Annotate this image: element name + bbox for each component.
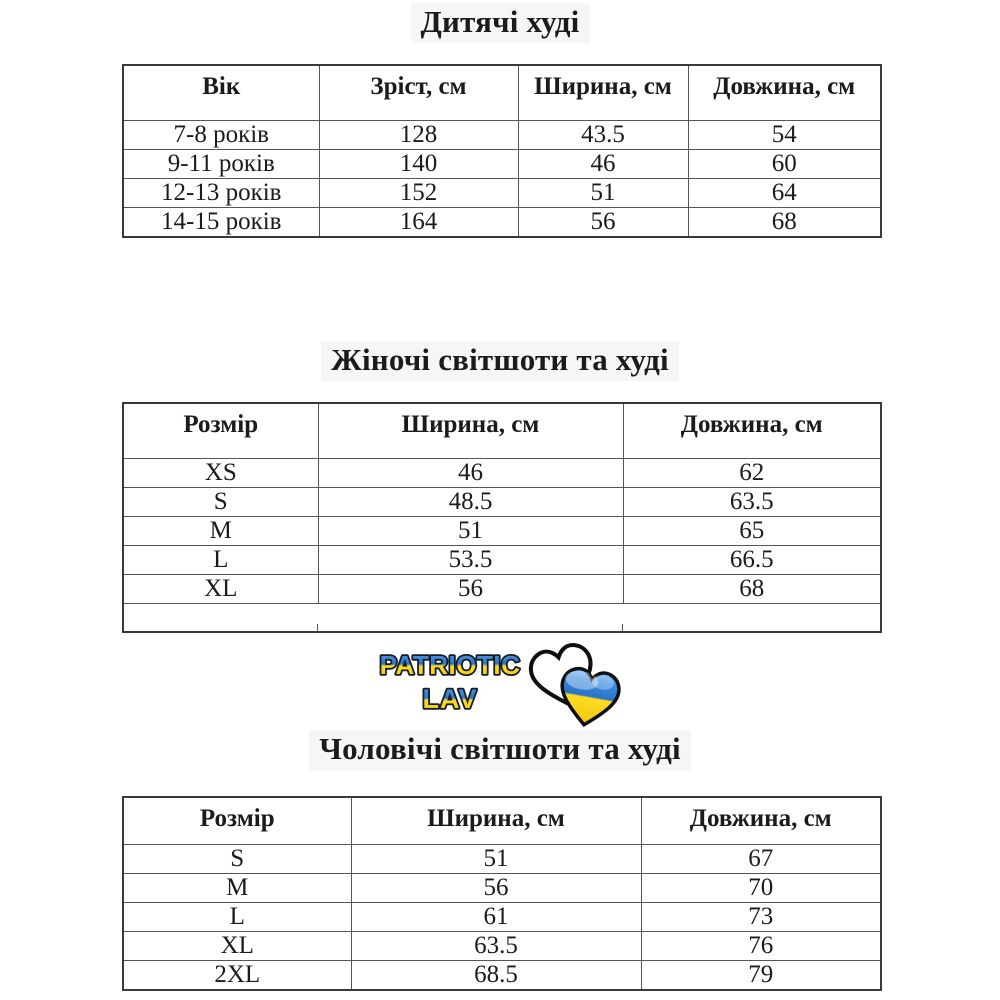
men-size-table — [122, 796, 882, 991]
cell-size: 2XL — [123, 960, 351, 990]
cell-length: 73 — [641, 902, 881, 931]
cell-length: 60 — [688, 149, 881, 178]
table-header-row — [123, 797, 881, 844]
cell-width: 56 — [351, 873, 641, 902]
table-row — [123, 873, 881, 902]
patriotic-lav-logo — [374, 642, 632, 732]
cell-size: S — [123, 487, 318, 516]
cell-length: 64 — [688, 178, 881, 207]
col-header-width: Ширина, см — [351, 797, 641, 844]
cell-length: 65 — [623, 516, 881, 545]
cell-length: 67 — [641, 844, 881, 873]
col-header-height: Зріст, см — [319, 65, 518, 120]
logo-text-line1: PATRIOTIC — [379, 650, 521, 680]
cell-age: 12-13 років — [123, 178, 319, 207]
cell-width: 48.5 — [318, 487, 623, 516]
table-header-row — [123, 65, 881, 120]
cell-width: 43.5 — [518, 120, 688, 149]
table-row — [123, 844, 881, 873]
cell-width: 51 — [518, 178, 688, 207]
cell-length: 63.5 — [623, 487, 881, 516]
col-header-length: Довжина, см — [623, 403, 881, 458]
table-row-empty — [123, 603, 881, 632]
kids-table-container — [122, 64, 880, 238]
cell-length: 68 — [688, 207, 881, 237]
table-row — [123, 120, 881, 149]
cell-age: 14-15 років — [123, 207, 319, 237]
section-title-kids-text: Дитячі худі — [411, 3, 590, 43]
col-header-size: Розмір — [123, 403, 318, 458]
cell-age: 9-11 років — [123, 149, 319, 178]
cell-length: 68 — [623, 574, 881, 603]
cell-height: 128 — [319, 120, 518, 149]
cell-width: 51 — [318, 516, 623, 545]
cell-width: 61 — [351, 902, 641, 931]
border-tick — [317, 624, 318, 631]
cell-width: 56 — [518, 207, 688, 237]
cell-width: 68.5 — [351, 960, 641, 990]
logo-text-line2: LAV — [422, 684, 478, 714]
col-header-size: Розмір — [123, 797, 351, 844]
cell-length: 79 — [641, 960, 881, 990]
cell-width: 46 — [318, 458, 623, 487]
section-title-men-text: Чоловічі світшоти та худі — [309, 730, 691, 770]
cell-height: 164 — [319, 207, 518, 237]
table-row — [123, 516, 881, 545]
cell-height: 152 — [319, 178, 518, 207]
cell-size: M — [123, 516, 318, 545]
empty-cell — [123, 603, 881, 632]
table-row — [123, 487, 881, 516]
women-table-container — [122, 402, 880, 633]
cell-size: L — [123, 545, 318, 574]
cell-length: 70 — [641, 873, 881, 902]
section-title-kids — [0, 3, 1000, 43]
cell-length: 62 — [623, 458, 881, 487]
border-tick — [622, 624, 623, 631]
cell-width: 63.5 — [351, 931, 641, 960]
table-row — [123, 178, 881, 207]
col-header-width: Ширина, см — [318, 403, 623, 458]
table-row — [123, 960, 881, 990]
ukraine-flag-heart-icon — [556, 666, 622, 730]
cell-width: 51 — [351, 844, 641, 873]
table-row — [123, 902, 881, 931]
table-row — [123, 149, 881, 178]
table-row — [123, 207, 881, 237]
table-row — [123, 458, 881, 487]
cell-width: 53.5 — [318, 545, 623, 574]
cell-size: XL — [123, 931, 351, 960]
cell-size: S — [123, 844, 351, 873]
cell-size: XS — [123, 458, 318, 487]
cell-width: 56 — [318, 574, 623, 603]
table-row — [123, 931, 881, 960]
cell-length: 76 — [641, 931, 881, 960]
col-header-length: Довжина, см — [641, 797, 881, 844]
cell-size: M — [123, 873, 351, 902]
women-size-table — [122, 402, 882, 633]
cell-length: 54 — [688, 120, 881, 149]
col-header-age: Вік — [123, 65, 319, 120]
men-table-container — [122, 796, 880, 991]
table-row — [123, 545, 881, 574]
cell-length: 66.5 — [623, 545, 881, 574]
cell-width: 46 — [518, 149, 688, 178]
cell-size: XL — [123, 574, 318, 603]
kids-size-table — [122, 64, 882, 238]
table-row — [123, 574, 881, 603]
col-header-length: Довжина, см — [688, 65, 881, 120]
section-title-women-text: Жіночі світшоти та худі — [321, 341, 679, 381]
cell-age: 7-8 років — [123, 120, 319, 149]
cell-height: 140 — [319, 149, 518, 178]
section-title-men — [0, 730, 1000, 770]
cell-size: L — [123, 902, 351, 931]
col-header-width: Ширина, см — [518, 65, 688, 120]
table-header-row — [123, 403, 881, 458]
section-title-women — [0, 341, 1000, 381]
